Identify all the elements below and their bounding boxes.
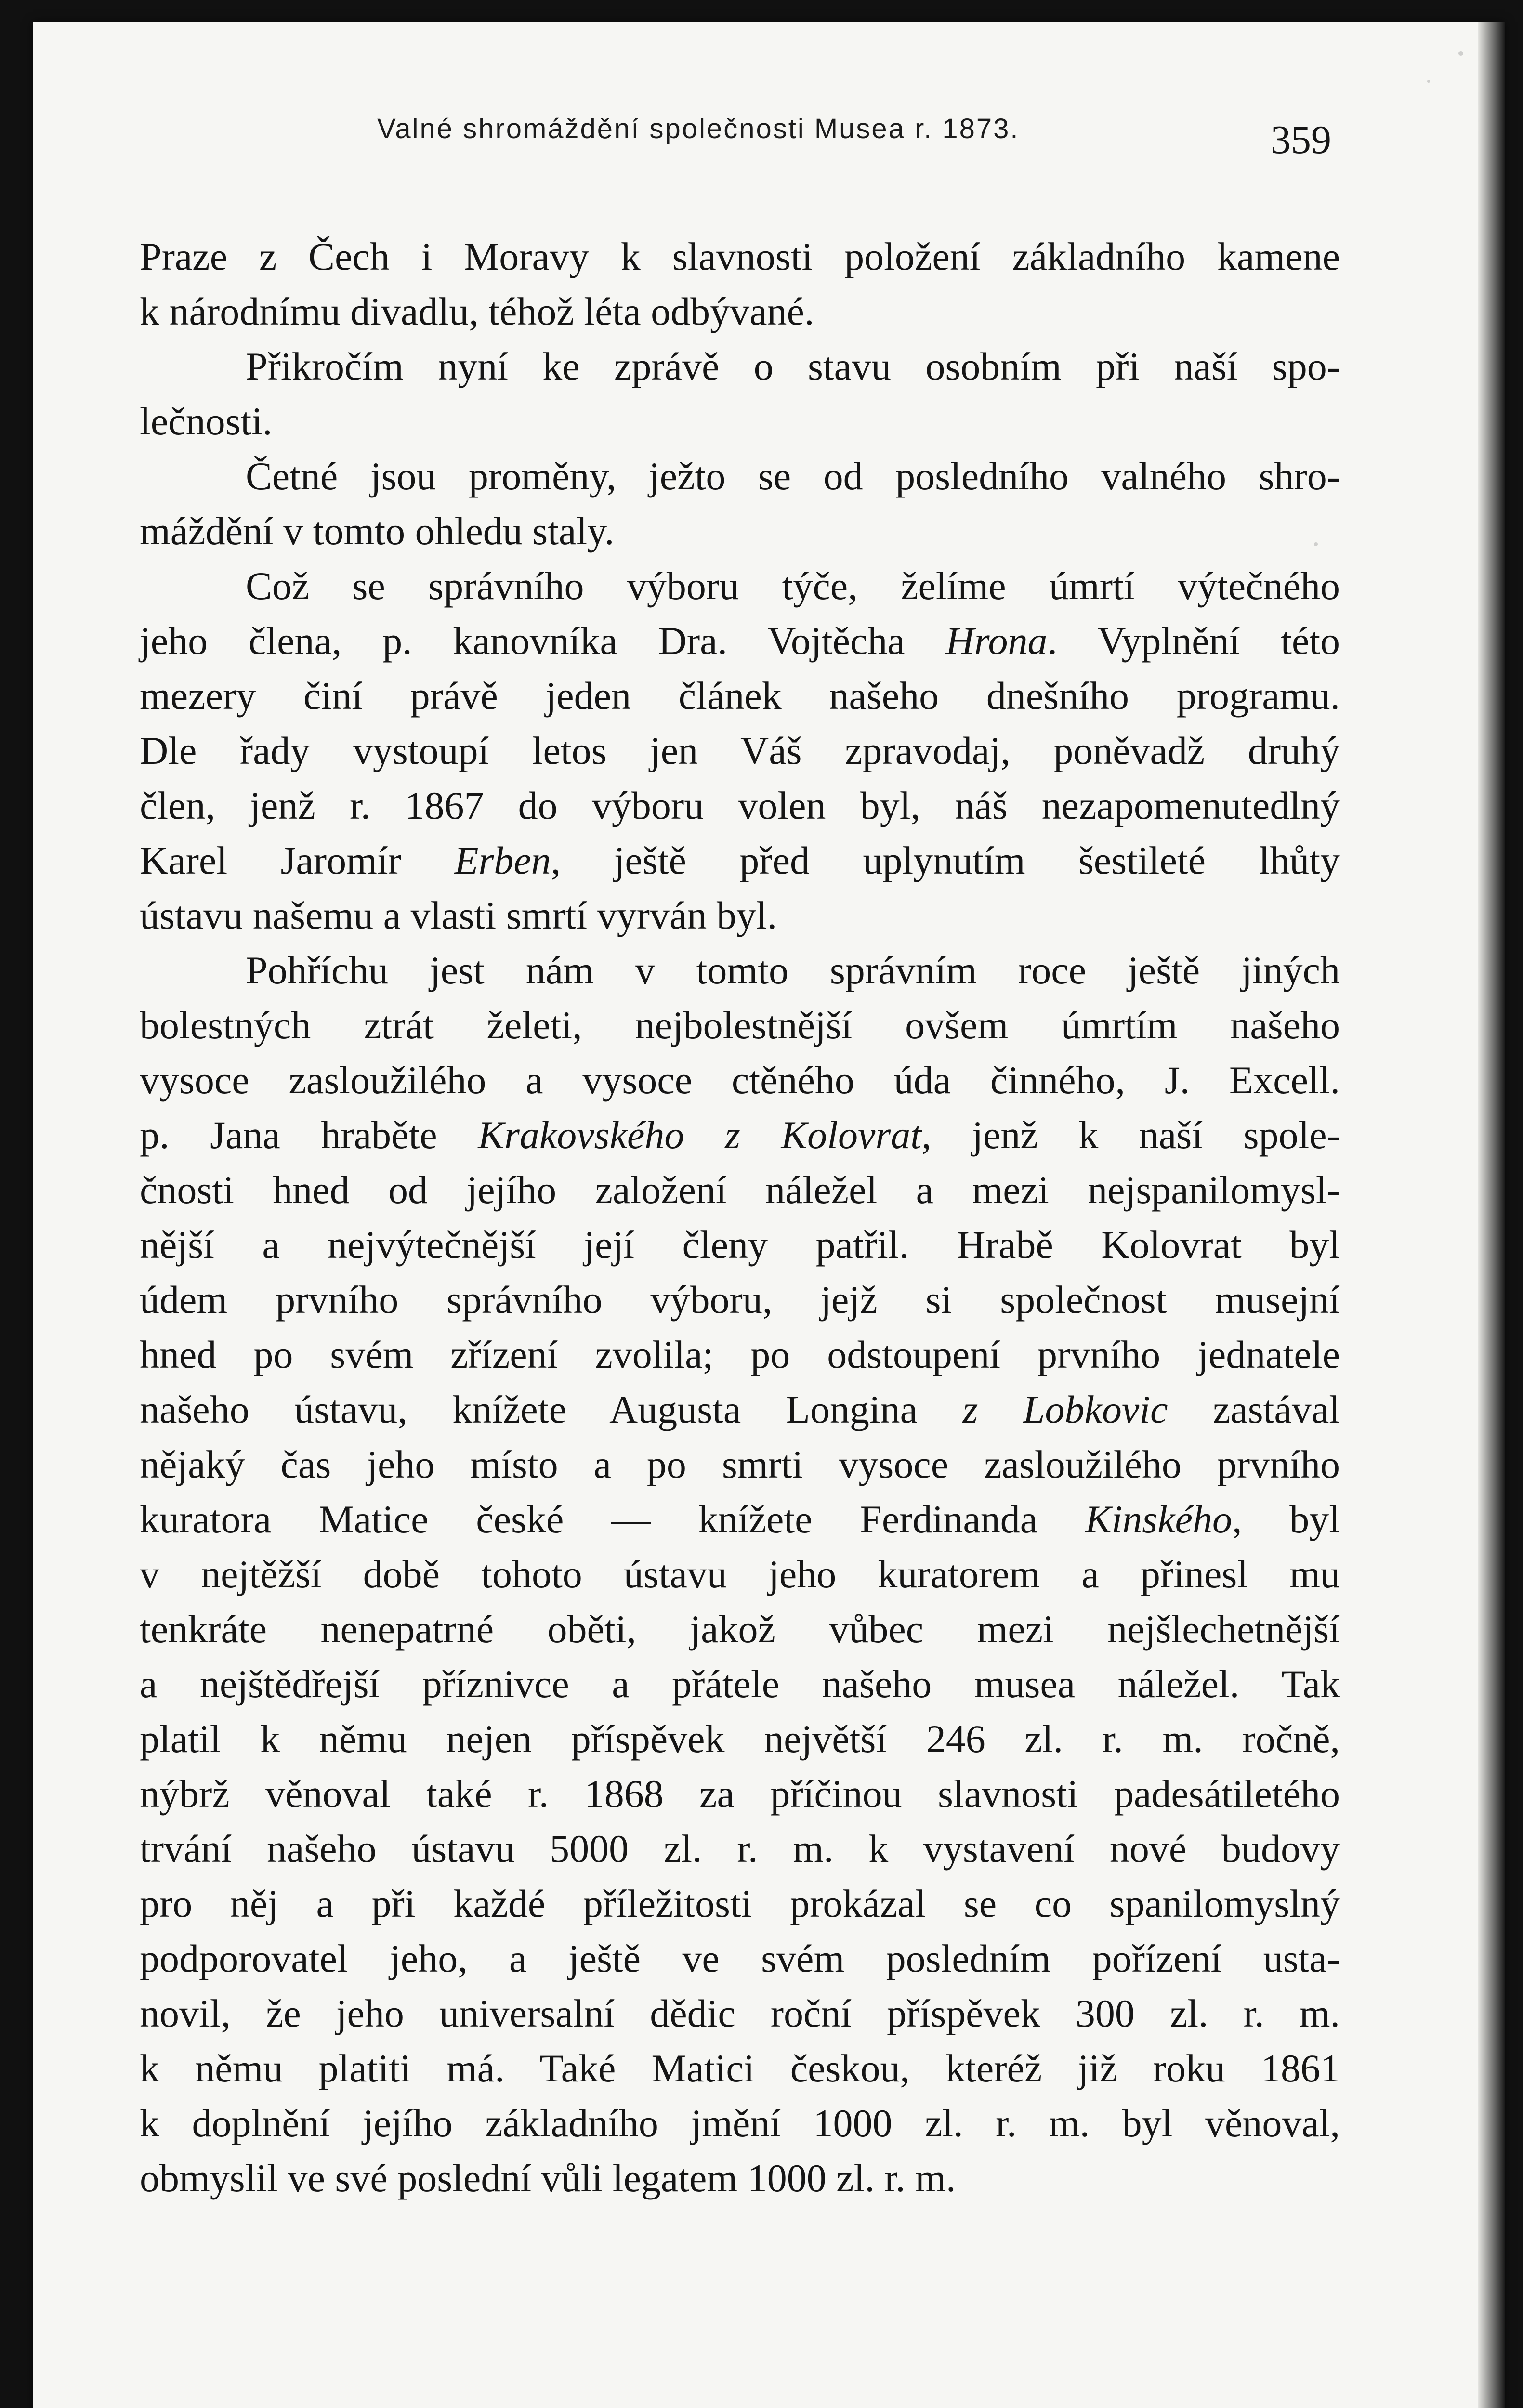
text-segment: , ještě před uplynutím šestileté lhůty <box>551 838 1340 882</box>
text-segment: p. Jana hraběte <box>140 1113 478 1157</box>
body-text <box>140 229 1340 2206</box>
text-line: vysoce zasloužilého a vysoce ctěného úda činného, J. Excell. <box>140 1058 1340 1102</box>
italic-name: Krakovského z Kolovrat <box>478 1113 922 1157</box>
text-segment: našeho ústavu, knížete Augusta Longina <box>140 1387 963 1431</box>
text-line: Dle řady vystoupí letos jen Váš zpravodaj, poněvadž druhý <box>140 729 1340 772</box>
text-line: čnosti hned od jejího založení náležel a mezi nejspanilomysl- <box>140 1168 1340 1212</box>
text-segment: jeho člena, p. kanovníka Dra. Vojtěcha <box>140 619 946 663</box>
text-segment: . Vyplnění této <box>1047 619 1340 663</box>
text-line: mezery činí právě jeden článek našeho dnešního programu. <box>140 674 1340 718</box>
text-line: Četné jsou proměny, ježto se od posledního valného shro- <box>246 454 1340 498</box>
text-line: máždění v tomto ohledu staly. <box>140 509 615 553</box>
text-line <box>140 1492 1340 1547</box>
paper-speck <box>1314 542 1318 546</box>
text-line: bolestných ztrát želeti, nejbolestnější ovšem úmrtím našeho <box>140 1003 1340 1047</box>
text-line: údem prvního správního výboru, jejž si společnost musejní <box>140 1278 1340 1322</box>
text-line: k němu platiti má. Také Matici českou, kteréž již roku 1861 <box>140 2046 1340 2090</box>
italic-name: Hrona <box>945 619 1048 663</box>
text-line: ústavu našemu a vlasti smrtí vyrván byl. <box>140 893 777 937</box>
text-line: nější a nejvýtečnější její členy patřil. Hrabě Kolovrat byl <box>140 1223 1340 1267</box>
text-segment: , jenž k naší spole- <box>921 1113 1340 1157</box>
text-segment: Karel Jaromír <box>140 838 455 882</box>
text-line: lečnosti. <box>140 399 273 443</box>
text-line: Pohříchu jest nám v tomto správním roce ještě jiných <box>246 948 1340 992</box>
text-line: obmyslil ve své poslední vůli legatem 1000 zl. r. m. <box>140 2156 956 2200</box>
scan-shadow-edge <box>1478 22 1505 2408</box>
text-line: k národnímu divadlu, téhož léta odbývané. <box>140 289 814 333</box>
text-line: tenkráte nenepatrné oběti, jakož vůbec mezi nejšlechetnější <box>140 1607 1340 1651</box>
text-line: hned po svém zřízení zvolila; po odstoupení prvního jednatele <box>140 1333 1340 1376</box>
text-line: pro něj a při každé příležitosti prokázal se co spanilomyslný <box>140 1882 1340 1925</box>
italic-name: Erben <box>454 838 551 882</box>
text-line: nějaký čas jeho místo a po smrti vysoce zasloužilého prvního <box>140 1442 1340 1486</box>
text-line <box>140 833 1340 888</box>
text-segment: zastával <box>1168 1387 1340 1431</box>
text-line: člen, jenž r. 1867 do výboru volen byl, náš nezapomenutedlný <box>140 784 1340 827</box>
italic-name: z Lobkovic <box>962 1387 1168 1431</box>
text-line: Praze z Čech i Moravy k slavnosti položení základního kamene <box>140 235 1340 278</box>
text-line: v nejtěžší době tohoto ústavu jeho kuratorem a přinesl mu <box>140 1552 1340 1596</box>
book-page <box>33 22 1505 2408</box>
text-line: a nejštědřejší příznivce a přátele našeho musea náležel. Tak <box>140 1662 1340 1706</box>
text-line: platil k němu nejen příspěvek největší 246 zl. r. m. ročně, <box>140 1717 1340 1761</box>
text-line: Přikročím nyní ke zprávě o stavu osobním při naší spo- <box>246 344 1340 388</box>
text-line: k doplnění jejího základního jmění 1000 zl. r. m. byl věnoval, <box>140 2101 1340 2145</box>
text-line: novil, že jeho universalní dědic roční příspěvek 300 zl. r. m. <box>140 1991 1340 2035</box>
running-head: Valné shromáždění společnosti Musea r. 1873. <box>377 113 1020 144</box>
paper-speck <box>1458 51 1463 56</box>
text-segment: , byl <box>1232 1497 1340 1541</box>
text-line: nýbrž věnoval také r. 1868 za příčinou slavnosti padesátiletého <box>140 1772 1340 1816</box>
text-line <box>140 1382 1340 1437</box>
paper-speck <box>1427 80 1430 83</box>
text-line: podporovatel jeho, a ještě ve svém posledním pořízení usta- <box>140 1937 1340 1980</box>
text-segment: kuratora Matice české — knížete Ferdinanda <box>140 1497 1085 1541</box>
text-line <box>140 614 1340 668</box>
text-line <box>140 1108 1340 1163</box>
italic-name: Kinského <box>1085 1497 1232 1541</box>
text-line: Což se správního výboru týče, želíme úmrtí výtečného <box>246 564 1340 608</box>
text-line: trvání našeho ústavu 5000 zl. r. m. k vystavení nové budovy <box>140 1827 1340 1871</box>
page-number: 359 <box>1271 118 1331 162</box>
